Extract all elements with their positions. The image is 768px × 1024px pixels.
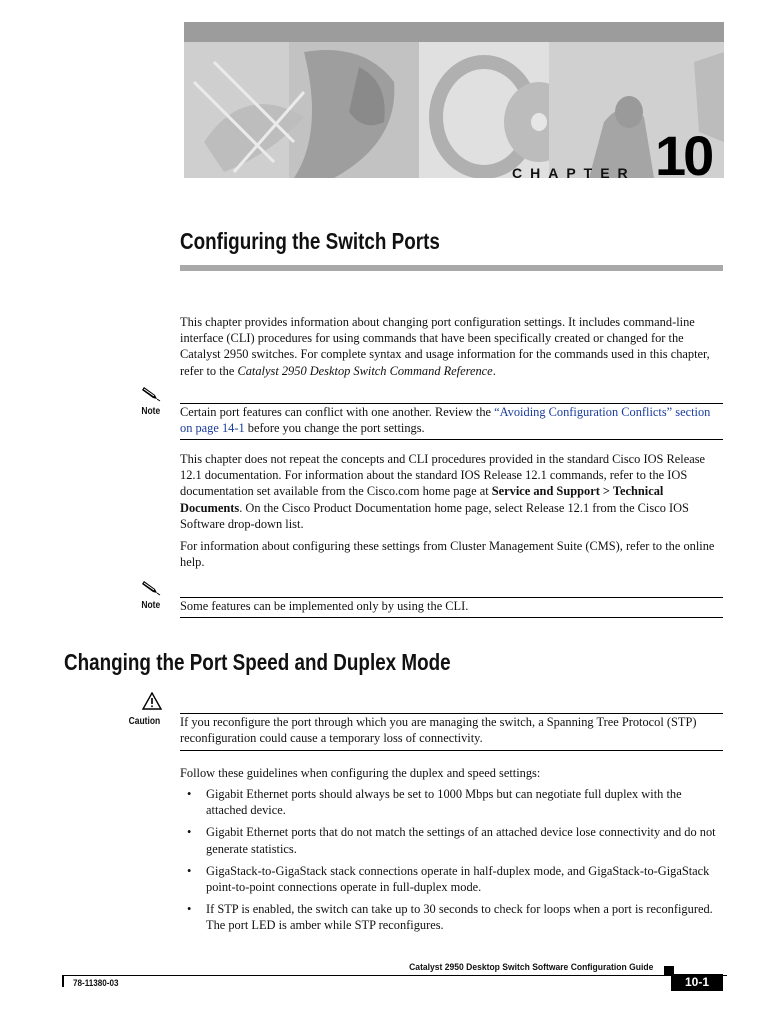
caution-bottom-rule bbox=[180, 750, 723, 751]
list-item: • If STP is enabled, the switch can take up to 30 seconds to check for loops when a port is reconfigured. The port LED is amber while STP reconfigures. bbox=[180, 901, 723, 933]
para2-end: . On the Cisco Product Documentation home page, select Release 12.1 from the Cisco IOS Software drop-down list. bbox=[180, 500, 689, 531]
cms-paragraph: For information about configuring these settings from Cluster Management Suite (CMS), refer to the online help. bbox=[180, 539, 715, 570]
list-item: • Gigabit Ethernet ports that do not match the settings of an attached device lose connectivity and do not generate statistics. bbox=[180, 824, 723, 856]
service-support-path: Service and Support > Technical Documents bbox=[180, 484, 664, 515]
note-label: Note bbox=[141, 406, 160, 417]
caution-text: If you reconfigure the port through which you are managing the switch, a Spanning Tree Protocol (STP) reconfiguration could cause a temporary loss of connectivity. bbox=[180, 715, 697, 746]
ios-documentation-paragraph bbox=[180, 451, 723, 532]
footer-guide-title: Catalyst 2950 Desktop Switch Software Configuration Guide bbox=[408, 962, 653, 973]
list-item: • Gigabit Ethernet ports should always be set to 1000 Mbps but can negotiate full duplex with the attached device. bbox=[180, 786, 723, 818]
pencil-icon bbox=[141, 384, 161, 402]
para2-text: This chapter does not repeat the concepts and CLI procedures provided in the standard Cisco IOS Release 12.1 documentation. For information about the standard IOS Release 12.1 commands, refer to the IOS documentation set available from the Cisco.com home page at bbox=[180, 452, 706, 499]
note-text-before: Certain port features can conflict with one another. Review the bbox=[180, 405, 495, 419]
title-rule bbox=[180, 265, 723, 271]
chapter-number: 10 bbox=[655, 124, 712, 187]
intro-paragraph bbox=[180, 314, 723, 379]
banner-artwork bbox=[184, 22, 724, 178]
note-text: Some features can be implemented only by using the CLI. bbox=[180, 599, 469, 613]
command-reference-title: Catalyst 2950 Desktop Switch Command Reference bbox=[237, 363, 493, 378]
intro-end: . bbox=[492, 363, 496, 378]
note-label: Note bbox=[141, 600, 160, 611]
footer-doc-number: 78-11380-03 bbox=[73, 978, 119, 988]
page-title: Configuring the Switch Ports bbox=[180, 228, 440, 254]
footer-tick bbox=[62, 975, 64, 987]
note-bottom-rule bbox=[180, 617, 723, 618]
caution-label: Caution bbox=[128, 716, 160, 727]
guidelines-intro: Follow these guidelines when configuring the duplex and speed settings: bbox=[180, 766, 541, 780]
note-text-after: before you change the port settings. bbox=[244, 421, 425, 436]
caution-triangle-icon bbox=[142, 692, 162, 710]
section-heading: Changing the Port Speed and Duplex Mode bbox=[64, 649, 451, 675]
chapter-banner-image bbox=[184, 22, 724, 178]
list-item: • GigaStack-to-GigaStack stack connections operate in half-duplex mode, and GigaStack-to-GigaStack point-to-point connections operate in full-duplex mode. bbox=[180, 863, 723, 895]
avoiding-conflicts-link[interactable]: “Avoiding Configuration Conflicts” section on page 14-1 bbox=[180, 405, 711, 436]
footer-rule bbox=[62, 975, 727, 976]
chapter-label: CHAPTER bbox=[512, 165, 636, 181]
note-text bbox=[180, 404, 723, 436]
intro-text: This chapter provides information about changing port configuration settings. It includes command-line interface (CLI) procedures for using commands that have been specifically created or changed for the Catalyst 2950 switches. For complete syntax and usage information for the commands used in this chapter, refer to the bbox=[180, 315, 710, 378]
pencil-icon bbox=[141, 578, 161, 596]
page-number: 10-1 bbox=[671, 974, 723, 991]
guidelines-list bbox=[180, 786, 723, 940]
note-bottom-rule bbox=[180, 439, 723, 440]
